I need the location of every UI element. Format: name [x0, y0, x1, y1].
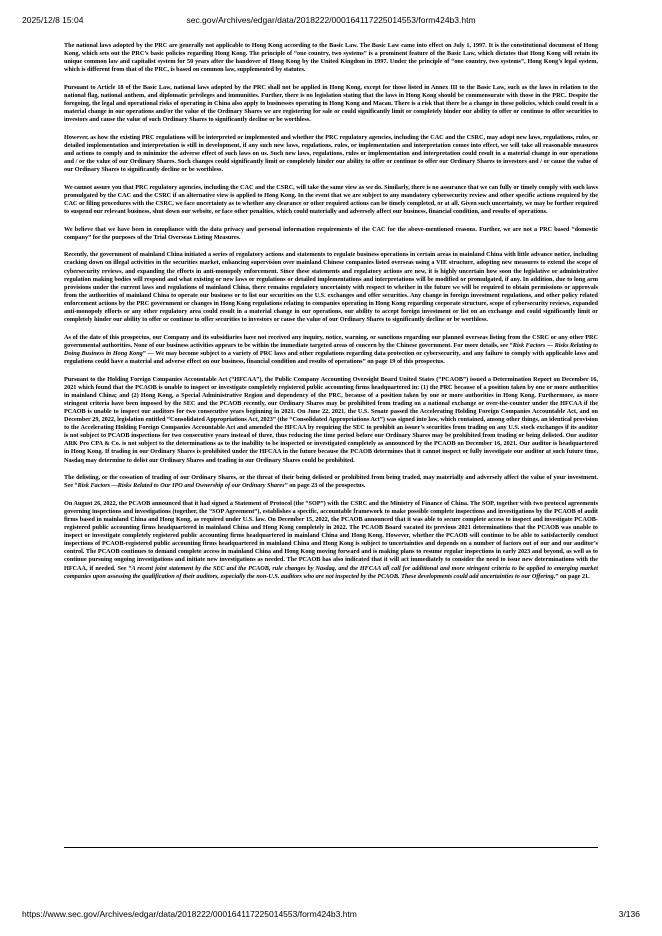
risk-factor-link-joint-statement: A recent joint statement by the SEC and the PCAOB, rule changes by Nasdaq, and the HFCAA all call for additional and more stringent criteria to be applied to emerging market companies upon assessing the qualification of their auditors, especially the non-U.S. auditors who are not inspected by the PCAOB. These developments could add uncertainties to our Offering. — [64, 564, 598, 580]
print-header-url: sec.gov/Archives/edgar/data/2018222/000164117225014553/form424b3.htm — [186, 15, 476, 25]
paragraph-regulatory-actions: Recently, the government of mainland China initiated a series of regulatory actions and statements to regulate business operations in certain areas in mainland China with little advance notice, including cracking down on illegal activities in the securities market, enhancing supervision over mainland Chinese companies listed overseas using a VIE structure, adopting new measures to extend the scope of cybersecurity reviews, and expanding the efforts in anti-monopoly enforcement. Since these statements and regulatory actions are new, it is highly uncertain how soon the legislative or administrative regulation making bodies will respond and what existing or new laws or regulations or detailed implementations and interpretations will be modified or promulgated, if any. In addition, due to long arm provisions under the current laws and regulations of mainland China, there remains regulatory uncertainty with respect to whether in the future we will be required to obtain permissions or approvals from the authorities of mainland China to operate our business or to list our securities on the U.S. exchanges and offer securities. Any change in foreign investment regulations, and other policy related enforcement actions by the PRC government or changes in Hong Kong regulations relating to companies operating in Hong Kong regarding corporate structure, scope of cybersecurity reviews, expanded anti-monopoly efforts or any other regulatory area could result in a material change in our operations, our ability to accept foreign investment or list on an exchange and could significantly limit or completely hinder our ability to offer or continue to offer securities to investors or cause the value of our Ordinary Shares to significantly decline or be worthless. — [64, 251, 598, 324]
browser-print-header — [22, 15, 640, 27]
paragraph-cac-csrc: We cannot assure you that PRC regulatory agencies, including the CAC and the CSRC, will take the same view as we do. Similarly, there is no assurance that we can fully or timely comply with such laws promulgated by the CAC and the CSRC if an alternative view is applied to Hong Kong. In the event that we are subject to any mandatory cybersecurity review and other specific actions required by the CAC or filing procedures with the CSRC, we face uncertainty as to whether any clearance or other required actions can be timely completed, or at all. Given such uncertainty, we may be further required to suspend our relevant business, shut down our website, or face other penalties, which could materially and adversely affect our business, financial condition, and results of operations. — [64, 183, 598, 216]
document-body — [64, 42, 598, 590]
print-datetime: 2025/12/8 15:04 — [22, 15, 84, 25]
paragraph-delisting: The delisting, or the cessation of trading of our Ordinary Shares, or the threat of their being delisted or prohibited from being traded, may materially and adversely affect the value of your investment. See “Risk Factors —Risks Related to Our IPO and Ownership of our Ordinary Shares” on page 23 of the prospectus. — [64, 474, 598, 490]
print-footer-url: https://www.sec.gov/Archives/edgar/data/2018222/000164117225014553/form424b3.htm — [22, 909, 357, 919]
page-divider — [64, 847, 598, 848]
paragraph-article-18: Pursuant to Article 18 of the Basic Law, national laws adopted by the PRC shall not be applied in Hong Kong, except for those listed in Annex III to the Basic Law, such as the laws in relation to the national flag, national anthem, and diplomatic privileges and immunities. Further, there is no legislation stating that the laws in Hong Kong should be commensurate with those in the PRC. Despite the foregoing, the legal and operational risks of operating in China also apply to businesses operating in Hong Kong and Macau. There is a risk that there be a change in these policies, which could result in a material change in our operations and/or the value of the Ordinary Shares we are registering for sale or could significantly limit or completely hinder our ability to offer or continue to offer securities to investors and cause the value of such Ordinary Shares to significantly decline or be worthless. — [64, 83, 598, 124]
risk-factor-link-hong-kong: Risk Factors — Risks Relating to Doing Business in Hong Kong — [64, 341, 598, 357]
paragraph-hfcaa: Pursuant to the Holding Foreign Companies Accountable Act (“HFCAA”), the Public Company Accounting Oversight Board United States (“PCAOB”) issued a Determination Report on December 16, 2021 which found that the PCAOB is unable to inspect or investigate completely registered public accounting firms headquartered in: (1) the PRC because of a position taken by one or more authorities in mainland China; and (2) Hong Kong, a Special Administrative Region and dependency of the PRC, because of a position taken by one or more authorities in Hong Kong. Furthermore, as more stringent criteria have been imposed by the SEC and the PCAOB recently, our Ordinary Shares may be prohibited from trading on a national exchange or over-the-counter under the HFCAA if the PCAOB is unable to inspect our auditors for two consecutive years beginning in 2021. On June 22, 2021, the U.S. Senate passed the Accelerating Holding Foreign Companies Accountable Act, and on December 29, 2022, legislation entitled “Consolidated Appropriations Act, 2023” (the “Consolidated Appropriations Act”) was signed into law, which contained, among other things, an identical provision to the Accelerating Holding Foreign Companies Accountable Act and amended the HFCAA by requiring the SEC to prohibit an issuer’s securities from trading on any U.S. stock exchanges if its auditor is not subject to PCAOB inspections for two consecutive years instead of three, thus reducing the time period before our Ordinary Shares may be prohibited from trading or being delisted. Our auditor ARK Pro CPA & Co. is not subject to the determinations as to the inability to be inspected or investigated completely as announced by the PCAOB on December 16, 2021. Our auditor is headquartered in Hong Kong. If trading in our Ordinary Shares is prohibited under the HFCAA in the future because the PCAOB determines that it cannot inspect or fully investigate our auditor at such future time, Nasdaq may determine to delist our Ordinary Shares and trading in our Ordinary Shares could be prohibited. — [64, 375, 598, 464]
paragraph-basic-law: The national laws adopted by the PRC are generally not applicable to Hong Kong according to the Basic Law. The Basic Law came into effect on July 1, 1997. It is the constitutional document of Hong Kong, which sets out the PRC’s basic policies regarding Hong Kong. The principle of “one country, two systems” is a prominent feature of the Basic Law, which dictates that Hong Kong will retain its unique common law and capitalist system for 50 years after the handover of Hong Kong by the United Kingdom in 1997. Under the principle of “one country, two systems”, Hong Kong’s legal system, which is different from that of the PRC, is based on common law, supplemented by statutes. — [64, 42, 598, 74]
paragraph-prc-regulations: However, as how the existing PRC regulations will be interpreted or implemented and whether the PRC regulatory agencies, including the CAC and the CSRC, may adopt new laws, regulations, rules, or detailed implementation and interpretation is still in development, if any such new laws, regulations, rules, or implementation and interpretation comes into effect, we will take all reasonable measures and actions to comply and to minimize the adverse effect of such laws on us. Such new laws, regulations, rules or implementation and interpretation could result in a material change in our operations and / or the value of our Ordinary Shares. Such changes could significantly limit or completely hinder our ability to offer or continue to offer our Ordinary Shares to investors and / or cause the value of our Ordinary Shares to significantly decline or be worthless. — [64, 133, 598, 174]
browser-print-footer — [22, 909, 640, 921]
paragraph-data-privacy: We believe that we have been in compliance with the data privacy and personal information requirements of the CAC for the above-mentioned reasons. Further, we are not a PRC based “domestic company” for the purposes of the Trial Overseas Listing Measures. — [64, 225, 598, 241]
risk-factor-link-ipo: Risk Factors —Risks Related to Our IPO and Ownership of our Ordinary Shares — [77, 482, 285, 490]
paragraph-sop: On August 26, 2022, the PCAOB announced that it had signed a Statement of Protocol (the “SOP”) with the CSRC and the Ministry of Finance of China. The SOP, together with two protocol agreements governing inspections and investigations (together, the “SOP Agreement”), establishes a specific, accountable framework to make possible complete inspections and investigations by the PCAOB of audit firms based in mainland China and Hong Kong, as required under U.S. law. On December 15, 2022, the PCAOB announced that it was able to secure complete access to inspect and investigate PCAOB-registered public accounting firms headquartered in mainland China and Hong Kong completely in 2022. The PCAOB Board vacated its previous 2021 determinations that the PCAOB was unable to inspect or investigate completely registered public accounting firms headquartered in mainland China and Hong Kong. However, whether the PCAOB will continue to be able to satisfactorily conduct inspections of PCAOB-registered public accounting firms headquartered in mainland China and Hong Kong is subject to uncertainties and depends on a number of factors out of our and our auditor’s control. The PCAOB continues to demand complete access in mainland China and Hong Kong moving forward and is making plans to resume regular inspections in early 2023 and beyond, as well as to continue pursuing ongoing investigations and initiate new investigations as needed. The PCAOB has also indicated that it will act immediately to consider the need to issue new determinations with the HFCAA, if needed. See “A recent joint statement by the SEC and the PCAOB, rule changes by Nasdaq, and the HFCAA all call for additional and more stringent criteria to be applied to emerging market companies upon assessing the qualification of their auditors, especially the non-U.S. auditors who are not inspected by the PCAOB. These developments could add uncertainties to our Offering.” on page 21. — [64, 499, 598, 580]
paragraph-no-inquiry: As of the date of this prospectus, our Company and its subsidiaries have not received any inquiry, notice, warning, or sanctions regarding our planned overseas listing from the CSRC or any other PRC governmental authorities. None of our business activities appears to be within the immediate targeted areas of concern by the Chinese government. For more details, see “Risk Factors — Risks Relating to Doing Business in Hong Kong” — We may become subject to a variety of PRC laws and other regulations regarding data protection or cybersecurity, and any failure to comply with applicable laws and regulations could have a material and adverse effect on our business, financial condition and results of operations” on page 19 of this prospectus. — [64, 333, 598, 365]
page-number: 3/136 — [618, 909, 640, 919]
